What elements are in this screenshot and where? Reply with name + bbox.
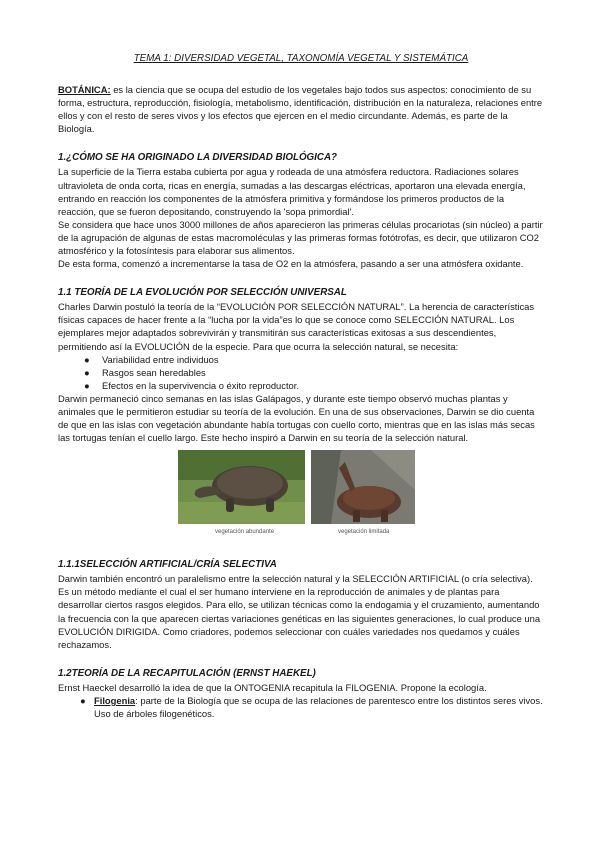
bullet-icon: ● bbox=[84, 379, 90, 391]
bullet-icon: ● bbox=[80, 694, 86, 706]
filogenia-term: Filogenia bbox=[94, 694, 136, 706]
definition-list bbox=[58, 694, 544, 720]
section-1-paragraph-1: La superficie de la Tierra estaba cubierta por agua y rodeada de una atmósfera reductora. Radiaciones solares ultravioleta de onda corta, ricas en energía, sumadas a las descargas eléctricas, aportaron una elevada energía, entrando en reacción los componentes de la atmósfera primitiva y formándose los primeros productos de la reacción, que se fueron depositando, construyendo la 'sopa primordial'. bbox=[58, 166, 526, 217]
section-1-1-paragraph-1: Charles Darwin postuló la teoría de la “EVOLUCIÓN POR SELECCIÓN NATURAL”. La herencia de características físicas capaces de hacer frente a la “lucha por la vida”es lo que se conoce como SELECCIÓN NATURAL. Los ejemplares mejor adaptados sobrevivirán y transmitirán sus características exitosas a sus descendientes, permitiendo así la EVOLUCIÓN de la especie. Para que ocurra la selección natural, se necesita: bbox=[58, 301, 535, 352]
document-title: TEMA 1: DIVERSIDAD VEGETAL, TAXONOMÍA VEGETAL Y SISTEMÁTICA bbox=[133, 53, 469, 64]
caption-limited: vegetación limitada bbox=[338, 529, 390, 536]
section-1-1-1-heading: 1.1.1SELECCIÓN ARTIFICIAL/CRÍA SELECTIVA bbox=[58, 559, 277, 571]
section-1-paragraph-3: De esta forma, comenzó a incrementarse la tasa de O2 en la atmósfera, pasando a ser una atmósfera oxidante. bbox=[58, 258, 524, 270]
section-1-1-1-paragraph: Darwin también encontró un paralelismo entre la selección natural y la SELECCIÓN ARTIFICIAL (o cría selectiva). Es un método mediante el cual el ser humano interviene en la reproducción de animales y de plantas para desarrollar ciertos rasgos elegidos. Para ello, se utilizan técnicas como la endogamia y el cruzamiento, aumentando la frecuencia con la que aparecen ciertas variaciones genéticas en las siguientes generaciones, lo cual produce una EVOLUCIÓN DIRIGIDA. Como criadores, podemos seleccionar con cuáles variedades nos quedamos y cuáles rechazamos. bbox=[58, 573, 541, 650]
bullet-icon: ● bbox=[84, 353, 90, 365]
section-1-2-heading: 1.2TEORÍA DE LA RECAPITULACIÓN (ERNST HAEKEL) bbox=[58, 667, 316, 679]
section-1-paragraph-2: Se considera que hace unos 3000 millones de años aparecieron las primeras células procariotas (sin núcleo) a partir de la agrupación de algunas de estas macromoléculas y las primeras formas fotótrofas, es decir, que utilizaron CO2 atmosférico y la fotosíntesis para elaborar sus alimentos. bbox=[58, 218, 543, 257]
section-1-heading: 1.¿CÓMO SE HA ORIGINADO LA DIVERSIDAD BIOLÓGICA? bbox=[58, 152, 338, 164]
intro-text: es la ciencia que se ocupa del estudio de los vegetales bajo todos sus aspectos: conocimiento de su forma, estructura, reproducción, fisiología, metabolismo, identificación, distribución en la naturaleza, relaciones entre ellos y con el resto de seres vivos y los efectos que ejercen en el medio circundante. Además, es parte de la Biología. bbox=[58, 84, 543, 135]
requirements-list bbox=[58, 353, 544, 392]
section-1-1-paragraph-2: Darwin permaneció cinco semanas en las islas Galápagos, y durante este tiempo observó muchas plantas y animales que le permitieron estudiar su teoría de la evolución. En una de sus observaciones, Darwin se dio cuenta de que en las islas con vegetación abundante había tortugas con cuello corto, mientras que en las islas más secas las tortugas tenían el cuello largo. Este hecho inspiró a Darwin en su teoría de la selección natural. bbox=[58, 392, 535, 444]
section-1-1-heading: 1.1 TEORÍA DE LA EVOLUCIÓN POR SELECCIÓN UNIVERSAL bbox=[58, 287, 347, 299]
tortoise-abundant-photo bbox=[178, 450, 305, 524]
list-item bbox=[80, 694, 544, 720]
botanica-term: BOTÁNICA: bbox=[58, 84, 111, 96]
tortoise-limited-photo bbox=[311, 450, 415, 524]
caption-abundant: vegetación abundante bbox=[215, 529, 275, 536]
bullet-icon: ● bbox=[84, 366, 90, 378]
document-page bbox=[58, 52, 544, 720]
filogenia-definition: : parte de la Biología que se ocupa de las relaciones de parentesco entre los distintos seres vivos. Uso de árboles filogenéticos. bbox=[94, 694, 543, 719]
list-item: ● Efectos en la supervivencia o éxito reproductor. bbox=[84, 379, 299, 391]
section-1-2-paragraph: Ernst Haeckel desarrolló la idea de que la ONTOGENIA recapitula la FILOGENIA. Propone la ecología. bbox=[58, 681, 487, 693]
list-item: ● Rasgos sean heredables bbox=[84, 366, 206, 378]
list-item: ● Variabilidad entre individuos bbox=[84, 353, 219, 365]
intro-paragraph bbox=[58, 83, 544, 135]
tortoise-figure bbox=[58, 450, 544, 542]
